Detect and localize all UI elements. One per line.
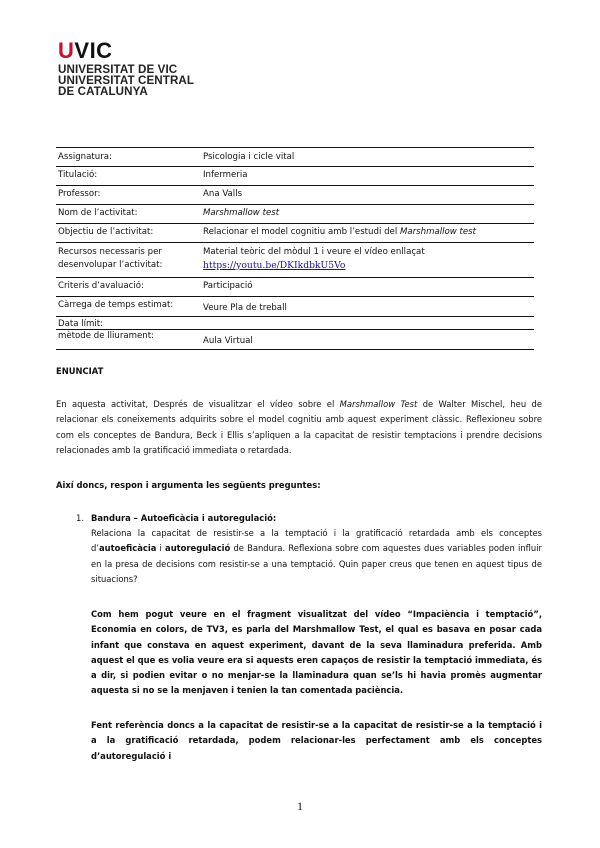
table-row bbox=[56, 297, 534, 317]
university-logo bbox=[58, 40, 194, 98]
row-value: Relacionar el model cognitiu amb l’estudi del Marshmallow test bbox=[201, 224, 534, 243]
question-text: Relaciona la capacitat de resistir-se a la temptació i la gratificació retardada amb els conceptes d’autoeficàcia i autoregulació de Bandura. Reflexiona sobre com aquestes dues variables poden influir en la presa de decisions com resistir-se a una temptació. Quin paper creus que tenen en aquest tipus de situacions? bbox=[91, 528, 542, 584]
logo-text: UNIVERSITAT DE VIC UNIVERSITAT CENTRAL DE CATALUNYA bbox=[58, 63, 195, 99]
row-value bbox=[201, 317, 534, 330]
row-label: Criteris d’avaluació: bbox=[56, 278, 201, 297]
row-value: Psicologia i cicle vital bbox=[201, 148, 534, 167]
table-row bbox=[56, 278, 534, 297]
table-row bbox=[56, 167, 534, 186]
row-value: Participació bbox=[201, 278, 534, 297]
table-row bbox=[56, 186, 534, 205]
table-row bbox=[56, 243, 534, 278]
row-label: Titulació: bbox=[56, 167, 201, 186]
row-label: Càrrega de temps estimat: bbox=[56, 297, 201, 317]
logo-mark: UVIC bbox=[58, 38, 113, 63]
section-heading: ENUNCIAT bbox=[56, 366, 104, 376]
answer-paragraph: Fent referència doncs a la capacitat de resistir-se a la capacitat de resistir-se a la temptació i a la gratificació retardada, podem relacionar-les perfectament amb els conceptes d’autoregulació i bbox=[91, 720, 542, 761]
row-value: Aula Virtual bbox=[201, 330, 534, 350]
questions-intro: Així doncs, respon i argumenta les següents preguntes: bbox=[56, 480, 321, 490]
table-row bbox=[56, 224, 534, 243]
row-value: Infermeria bbox=[201, 167, 534, 186]
row-label: Data límit: bbox=[56, 317, 201, 330]
row-label: Nom de l’activitat: bbox=[56, 205, 201, 224]
answer-paragraph: Com hem pogut veure en el fragment visualitzat del vídeo “Impaciència i temptació”, Economia en colors, de TV3, es parla del Marshmallow Test, el qual es basava en posar cada infant que constava en aquest experiment, davant de la seva llaminadura preferida. Amb aquest el que es volia veure era si aquests eren capaços de resistir la temptació immediata, és a dir, si podien evitar o no menjar-se la llaminadura quan se’ls hi havia promès augmentar aquesta si no se la menjaven i tenien la tan comentada paciència. bbox=[91, 609, 542, 696]
question-title: Bandura – Autoeficàcia i autoregulació: bbox=[91, 513, 277, 523]
row-label: Recursos necessaris per desenvolupar l’activitat: bbox=[56, 243, 201, 278]
table-row bbox=[56, 330, 534, 350]
activity-info-table bbox=[56, 147, 534, 350]
row-label: Professor: bbox=[56, 186, 201, 205]
row-label: Objectiu de l’activitat: bbox=[56, 224, 201, 243]
question-number: 1. bbox=[76, 513, 84, 523]
row-value: Marshmallow test bbox=[201, 205, 534, 224]
table-row bbox=[56, 148, 534, 167]
row-value: Veure Pla de treball bbox=[201, 297, 534, 317]
row-value: Ana Valls bbox=[201, 186, 534, 205]
row-value: Material teòric del mòdul 1 i veure el vídeo enllaçat https://youtu.be/DKIkdbkU5Vo bbox=[201, 243, 534, 278]
row-label: Assignatura: bbox=[56, 148, 201, 167]
row-label: mètode de lliurament: bbox=[56, 330, 201, 350]
video-link[interactable]: https://youtu.be/DKIkdbkU5Vo bbox=[203, 260, 346, 271]
enunciat-paragraph: En aquesta activitat, Després de visualitzar el vídeo sobre el Marshmallow Test de Walter Mischel, heu de relacionar els coneixements adquirits sobre el model cognitiu amb aquest experiment clàssic. Reflexioneu sobre com els conceptes de Bandura, Beck i Ellis s’apliquen a la capacitat de resistir temptacions i prendre decisions relacionades amb la gratificació immediata o retardada. bbox=[56, 399, 542, 455]
page-number: 1 bbox=[297, 799, 303, 813]
table-row bbox=[56, 317, 534, 330]
table-row bbox=[56, 205, 534, 224]
